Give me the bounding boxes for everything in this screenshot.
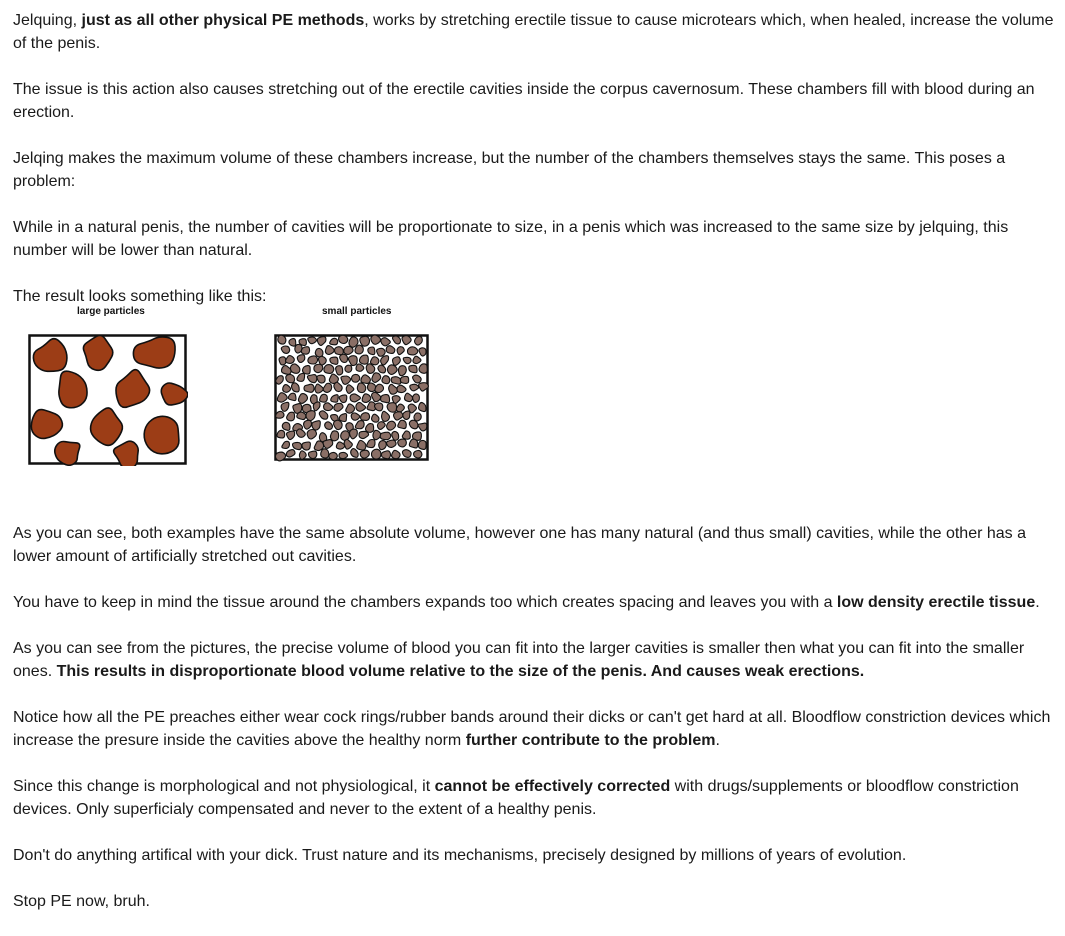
small-particle [381, 451, 390, 459]
small-particle [308, 356, 318, 364]
small-particle [301, 347, 309, 354]
small-particle [308, 451, 316, 458]
small-particles-diagram [274, 334, 430, 462]
small-particle [415, 336, 423, 345]
small-particle [357, 383, 366, 393]
paragraph-8: As you can see from the pictures, the precise volume of blood you can fit into the larger cavities is smaller then what you can fit into the smaller ones. This results in disproportionate blood volume relative to the size of the penis. And causes weak erections. [13, 640, 1025, 680]
small-particle [281, 346, 289, 353]
large-particles-label: large particles [77, 306, 145, 317]
small-particle [377, 348, 386, 356]
small-particle [381, 395, 390, 403]
small-particle [279, 357, 286, 365]
small-particle [378, 365, 386, 373]
paragraph-2: The issue is this action also causes stretching out of the erectile cavities inside the corpus cavernosum. These chambers fill with blood during an erection. [13, 81, 1035, 121]
emphasis-weak-erections: This results in disproportionate blood volume relative to the size of the penis. And causes weak erections. [56, 663, 865, 680]
small-particle [360, 450, 369, 458]
small-particle [403, 411, 410, 419]
paragraph-12: Stop PE now, bruh. [13, 893, 150, 910]
small-particle [413, 394, 420, 402]
small-particle [339, 452, 348, 458]
small-particle [398, 439, 407, 447]
paragraph-3: Jelqing makes the maximum volume of these chambers increase, but the number of the chambers themselves stays the same. This poses a problem: [13, 150, 1006, 190]
small-particle [398, 366, 406, 376]
small-particle [414, 450, 422, 458]
small-particle [418, 440, 426, 449]
large-particles-diagram [28, 334, 188, 466]
small-particle [362, 394, 371, 403]
paragraph-9: Notice how all the PE preaches either wear cock rings/rubber bands around their dicks or can't get hard at all. Bloodflow constriction devices which increase the presure inside the cavities above the healthy norm further contribute to the problem. [13, 709, 1051, 749]
small-particle [330, 357, 338, 364]
small-particle [371, 449, 380, 459]
small-particle [355, 345, 363, 354]
small-particle [345, 365, 352, 372]
article-body [13, 9, 1058, 936]
small-particle [320, 394, 328, 402]
small-particle [276, 411, 284, 418]
emphasis-further-contribute: further contribute to the problem [465, 732, 716, 749]
small-particle [341, 431, 350, 441]
paragraph-4: While in a natural penis, the number of cavities will be proportionate to size, in a penis which was increased to the same size by jelquing, this number will be lower than natural. [13, 219, 1009, 259]
emphasis-cannot-correct: cannot be effectively corrected [434, 778, 671, 795]
small-particle [297, 412, 306, 419]
small-particle [306, 411, 315, 421]
small-particle [351, 374, 359, 382]
paragraph-5: The result looks something like this: [13, 288, 267, 305]
small-particle [361, 413, 370, 421]
small-particle [324, 365, 334, 374]
small-particle [297, 355, 304, 363]
small-particle [419, 364, 427, 373]
small-particle [382, 376, 390, 384]
small-particle [375, 403, 383, 411]
small-particle [288, 393, 296, 400]
small-particle [344, 346, 353, 354]
small-particle [402, 450, 411, 458]
small-particle [392, 431, 399, 440]
small-particle [329, 452, 338, 459]
small-particle [339, 335, 348, 343]
small-particle [379, 441, 387, 450]
small-particle [308, 337, 317, 344]
paragraph-11: Don't do anything artifical with your dick. Trust nature and its mechanisms, precisely designed by millions of years of evolution. [13, 847, 907, 864]
small-particle [419, 403, 426, 412]
small-particle [315, 348, 323, 356]
paragraph-7: You have to keep in mind the tissue around the chambers expands too which creates spacing and leaves you with a low density erectile tissue. [13, 594, 1040, 611]
small-particle [330, 431, 338, 441]
small-particle [407, 347, 417, 355]
small-particle [304, 384, 314, 392]
small-particle [321, 449, 329, 458]
small-particle [282, 422, 290, 430]
emphasis-low-density: low density erectile tissue [836, 594, 1036, 611]
particles-figure [13, 306, 1058, 499]
paragraph-10: Since this change is morphological and not physiological, it cannot be effectively corrected with drugs/supplements or bloodflow constriction devices. Only superficialy compensated and never to the extent of a healthy penis. [13, 778, 1019, 818]
small-particle [292, 383, 300, 392]
small-particle [387, 440, 397, 447]
small-particle [371, 357, 379, 365]
small-particle [380, 432, 391, 440]
small-particles-label: small particles [322, 306, 392, 317]
small-particle [414, 413, 421, 421]
paragraph-1: Jelquing, just as all other physical PE methods, works by stretching erectile tissue to cause microtears which, when healed, increase the volume of the penis. [13, 12, 1054, 52]
small-particle [336, 366, 343, 375]
paragraph-6: As you can see, both examples have the same absolute volume, however one has many natural (and thus small) cavities, while the other has a lower amount of artificially stretched out cavities. [13, 525, 1026, 565]
small-particle [409, 420, 418, 429]
small-particle [312, 421, 320, 430]
small-particle [335, 347, 344, 355]
small-particle [277, 430, 285, 438]
small-particle [387, 403, 397, 413]
small-particle [314, 364, 323, 372]
small-particle [409, 365, 417, 372]
small-particle [409, 439, 417, 448]
small-particle [359, 355, 368, 364]
small-particle [278, 335, 286, 344]
emphasis-physical-pe: just as all other physical PE methods [81, 12, 365, 29]
small-particle [360, 336, 370, 346]
small-particle [302, 366, 310, 375]
small-particle [286, 374, 295, 382]
small-particle [368, 347, 375, 355]
small-particle [400, 376, 408, 383]
small-particle [302, 442, 310, 450]
large-particle [144, 416, 179, 453]
small-particle [391, 377, 401, 384]
small-particle [299, 451, 306, 460]
small-particle [289, 339, 296, 347]
